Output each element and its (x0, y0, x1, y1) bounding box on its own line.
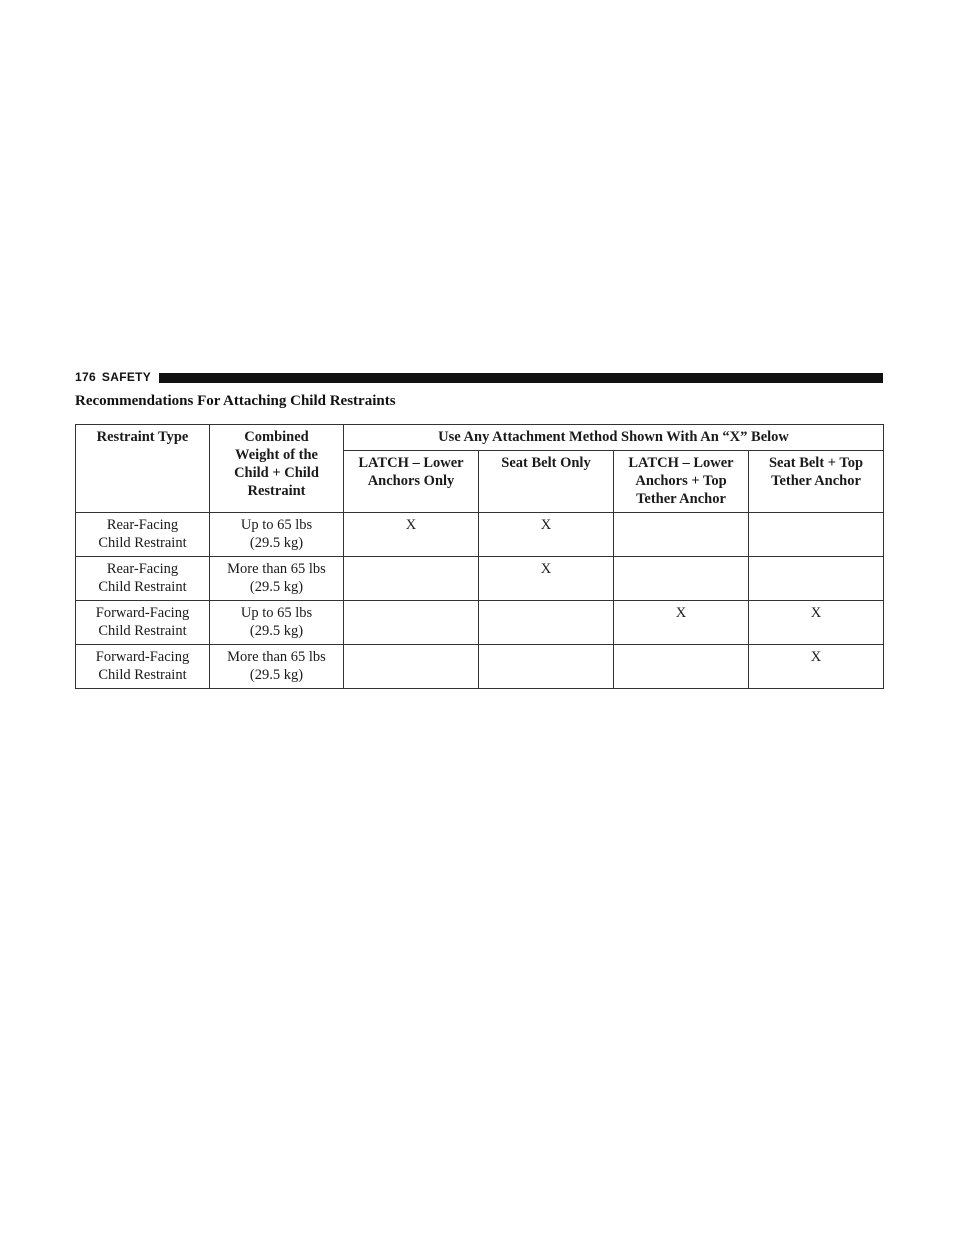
mark-cell (344, 645, 479, 689)
restraint-type-cell: Rear-Facing Child Restraint (76, 557, 210, 601)
page-header (75, 368, 883, 386)
mark-cell: X (614, 601, 749, 645)
weight-cell: More than 65 lbs (29.5 kg) (210, 557, 344, 601)
mark-cell (344, 601, 479, 645)
weight-cell: Up to 65 lbs (29.5 kg) (210, 601, 344, 645)
mark-cell (614, 513, 749, 557)
mark-cell (614, 645, 749, 689)
weight-cell: More than 65 lbs (29.5 kg) (210, 645, 344, 689)
mark-cell (749, 513, 884, 557)
mark-cell: X (749, 645, 884, 689)
table-row (76, 645, 884, 689)
table-row (76, 601, 884, 645)
mark-cell (614, 557, 749, 601)
header-method-seat-belt-top-tether: Seat Belt + Top Tether Anchor (749, 451, 884, 513)
table-title: Recommendations For Attaching Child Restraints (75, 393, 396, 409)
header-rule (159, 373, 883, 383)
restraint-type-cell: Forward-Facing Child Restraint (76, 645, 210, 689)
weight-cell: Up to 65 lbs (29.5 kg) (210, 513, 344, 557)
restraint-type-cell: Rear-Facing Child Restraint (76, 513, 210, 557)
header-restraint-type: Restraint Type (76, 425, 210, 513)
header-method-latch-lower: LATCH – Lower Anchors Only (344, 451, 479, 513)
header-method-latch-top-tether: LATCH – Lower Anchors + Top Tether Anchor (614, 451, 749, 513)
header-attachment-methods: Use Any Attachment Method Shown With An “X” Below (344, 425, 884, 451)
section-title: SAFETY (101, 370, 152, 384)
mark-cell (479, 601, 614, 645)
mark-cell: X (749, 601, 884, 645)
header-combined-weight: Combined Weight of the Child + Child Restraint (210, 425, 344, 513)
mark-cell: X (479, 513, 614, 557)
header-method-seat-belt: Seat Belt Only (479, 451, 614, 513)
page-number: 176 (75, 370, 96, 384)
table-row (76, 513, 884, 557)
table-row (76, 557, 884, 601)
mark-cell (479, 645, 614, 689)
mark-cell: X (344, 513, 479, 557)
mark-cell: X (479, 557, 614, 601)
mark-cell (749, 557, 884, 601)
mark-cell (344, 557, 479, 601)
child-restraint-table (75, 424, 884, 689)
restraint-type-cell: Forward-Facing Child Restraint (76, 601, 210, 645)
